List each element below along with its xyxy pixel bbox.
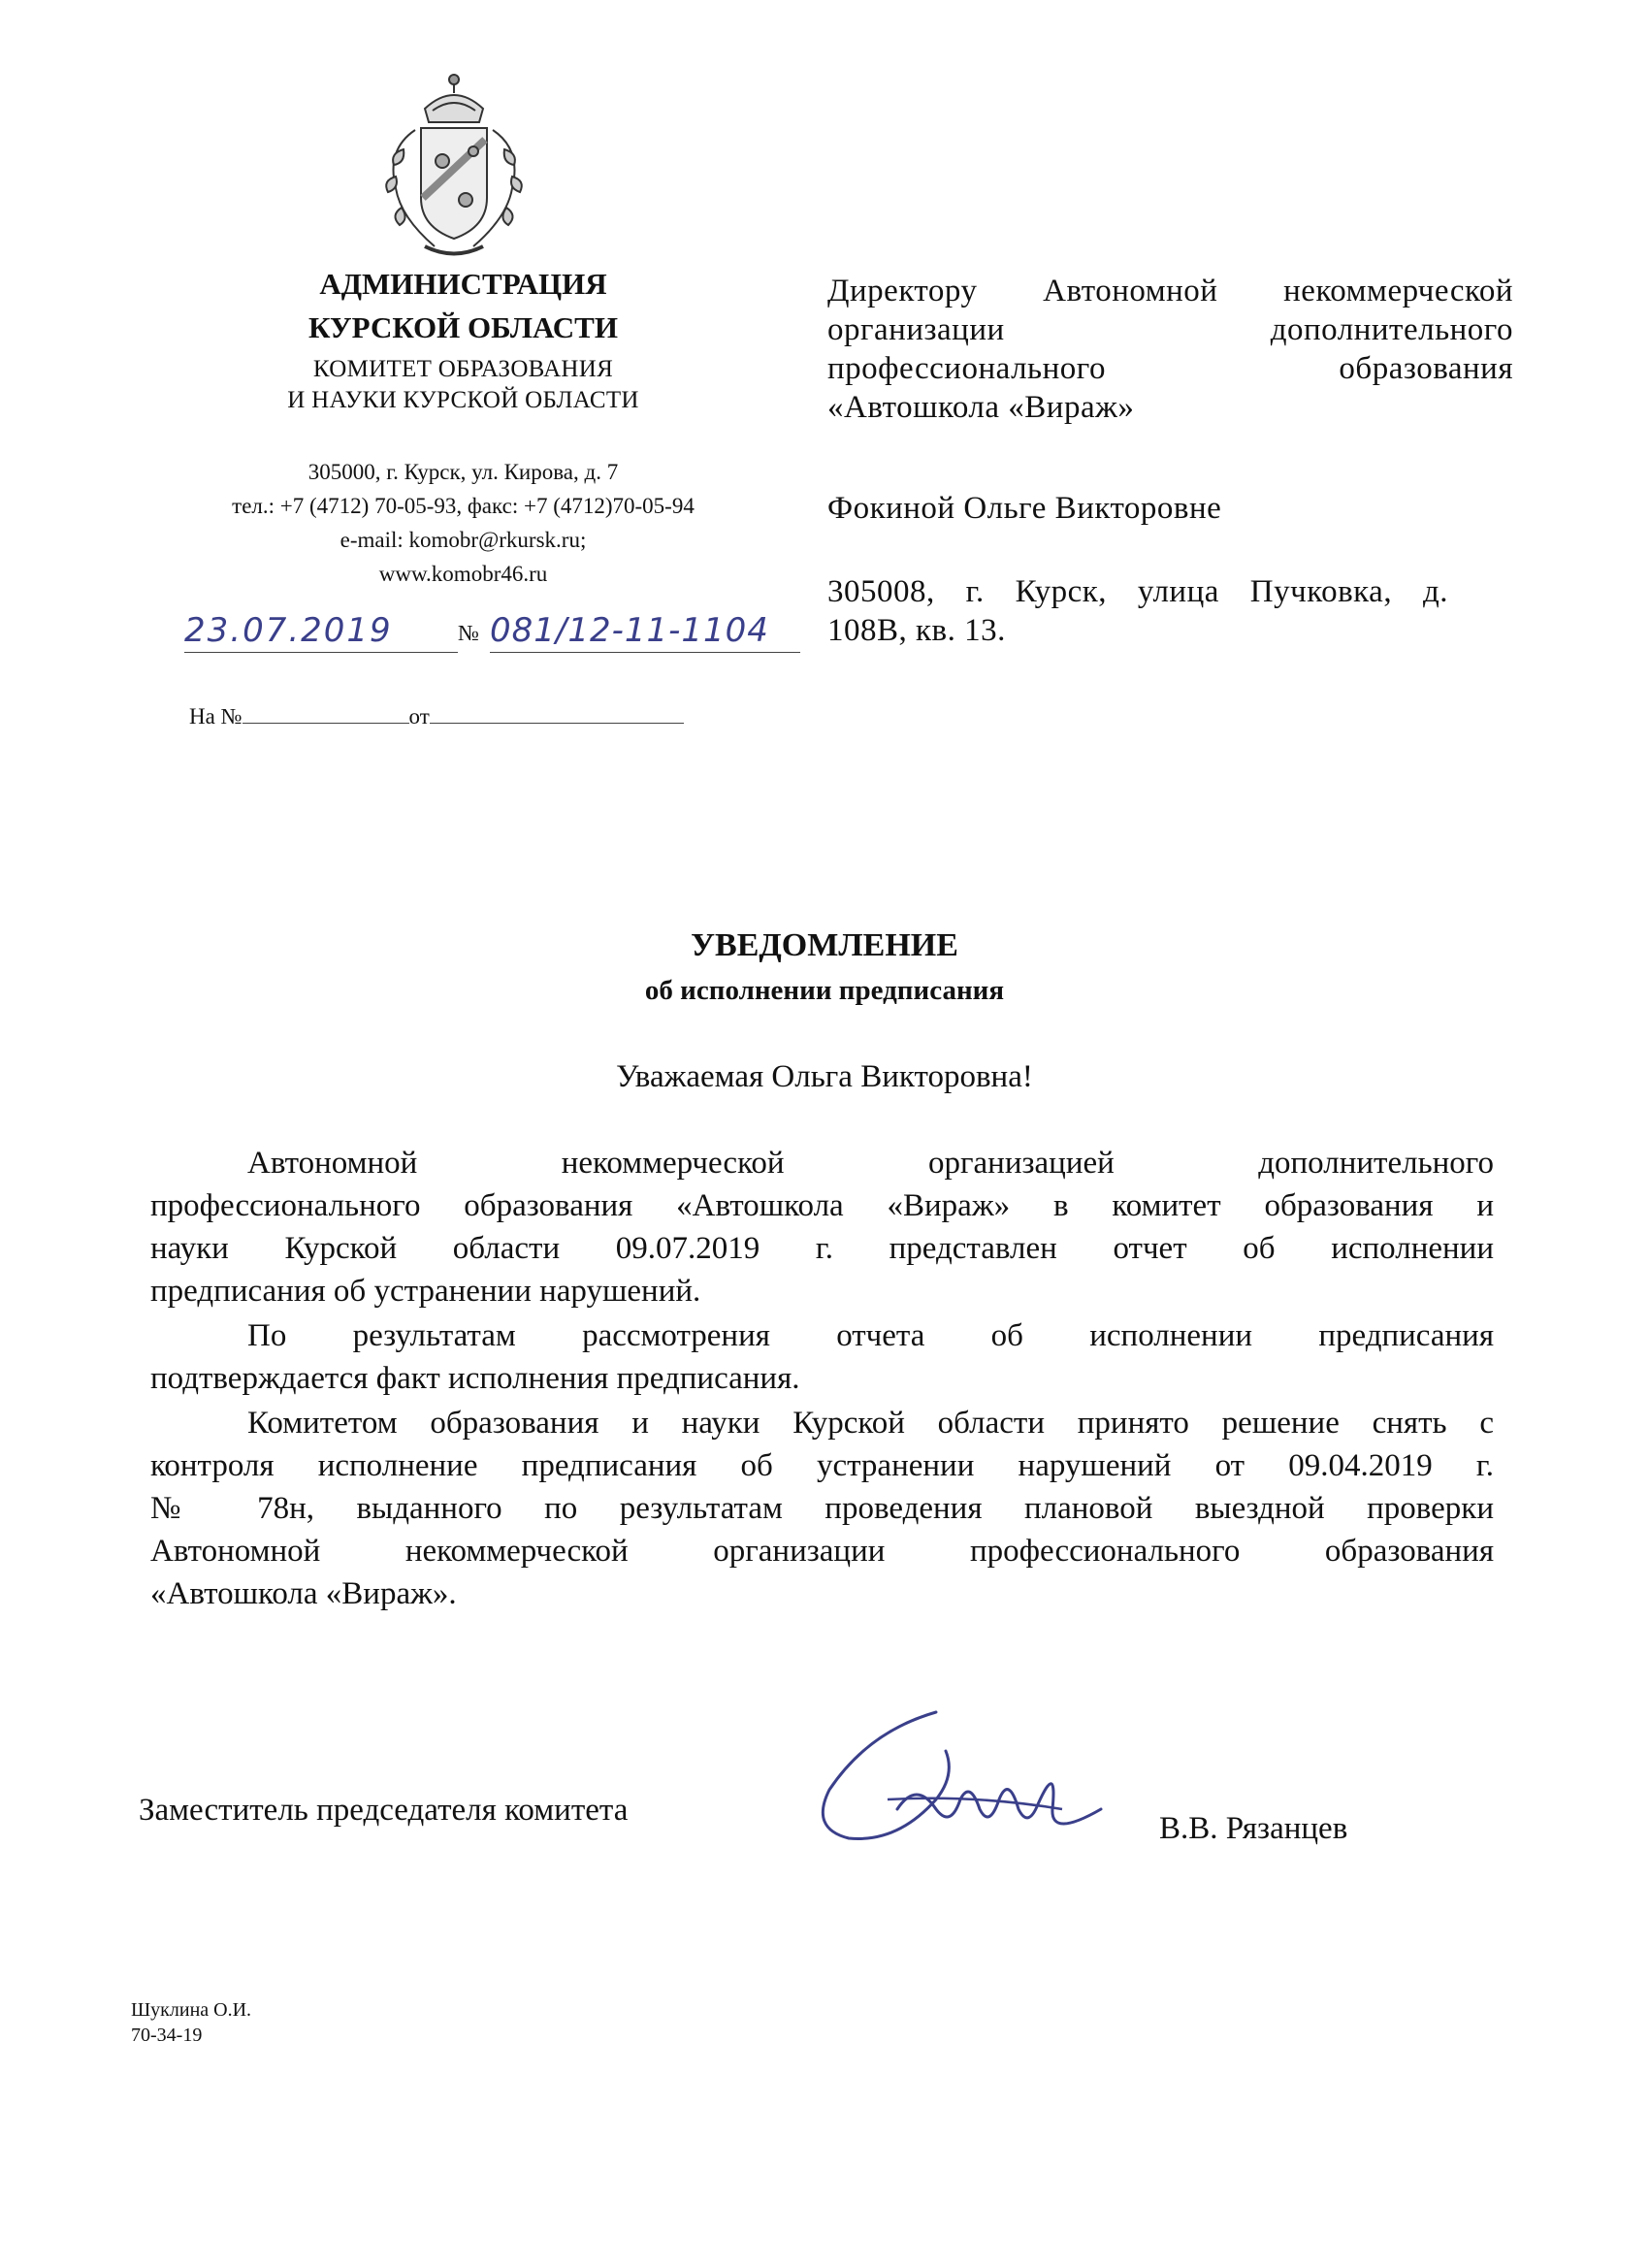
org-phones: тел.: +7 (4712) 70-05-93, факс: +7 (4712)70-05-94 xyxy=(232,494,695,518)
recipient-line: Директору Автономной некоммерческой xyxy=(827,274,1513,308)
document-subtitle: об исполнении предписания xyxy=(644,975,1005,1006)
org-address: 305000, г. Курск, ул. Кирова, д. 7 xyxy=(307,460,619,484)
recipient-line: организации дополнительного xyxy=(827,312,1513,347)
body-line: науки Курской области 09.07.2019 г. представлен отчет об исполнении xyxy=(150,1231,1494,1266)
recipient-address-line: 108В, кв. 13. xyxy=(827,613,1006,648)
recipient-line: профессионального образования xyxy=(827,351,1513,386)
outgoing-number: 081/12-11-1104 xyxy=(490,609,800,653)
reference-number-label: На № xyxy=(189,704,242,729)
executor-name: Шуклина О.И. xyxy=(131,1999,252,2021)
recipient-name: Фокиной Ольге Викторовне xyxy=(827,491,1222,526)
reference-date-blank xyxy=(430,701,684,724)
recipient-address-line: 305008, г. Курск, улица Пучковка, д. xyxy=(827,574,1448,609)
org-name-line1: АДМИНИСТРАЦИЯ xyxy=(319,267,607,301)
outgoing-date: 23.07.2019 xyxy=(184,609,458,653)
org-website: www.komobr46.ru xyxy=(378,562,548,586)
body-line: № 78н, выданного по результатам проведения плановой выездной проверки xyxy=(150,1491,1494,1526)
paragraph-3 xyxy=(150,1403,1494,1616)
department-line1: КОМИТЕТ ОБРАЗОВАНИЯ xyxy=(312,356,614,382)
outgoing-number-label: № xyxy=(458,621,479,645)
coat-of-arms-icon xyxy=(357,62,551,266)
executor-phone: 70-34-19 xyxy=(131,2025,203,2046)
body-line: По результатам рассмотрения отчета об исполнении предписания xyxy=(247,1318,1494,1353)
body-line: «Автошкола «Вираж». xyxy=(150,1576,457,1611)
department-line2: И НАУКИ КУРСКОЙ ОБЛАСТИ xyxy=(287,387,639,413)
paragraph-2 xyxy=(150,1315,1494,1401)
reference-number-blank xyxy=(242,701,409,724)
body-line: Автономной некоммерческой организацией дополнительного xyxy=(247,1146,1494,1181)
recipient-position xyxy=(827,272,1513,427)
recipient-address xyxy=(827,572,1448,650)
body-line: профессионального образования «Автошкола «Вираж» в комитет образования и xyxy=(150,1188,1494,1223)
org-name-line2: КУРСКОЙ ОБЛАСТИ xyxy=(308,310,618,344)
signer-role: Заместитель председателя комитета xyxy=(139,1793,629,1828)
body-line: предписания об устранении нарушений. xyxy=(150,1274,701,1309)
body-line: Автономной некоммерческой организации профессионального образования xyxy=(150,1534,1494,1569)
document-title: УВЕДОМЛЕНИЕ xyxy=(691,927,958,963)
paragraph-1 xyxy=(150,1143,1494,1313)
recipient-line: «Автошкола «Вираж» xyxy=(827,390,1135,425)
reference-row xyxy=(189,701,684,729)
body-line: подтверждается факт исполнения предписания. xyxy=(150,1361,800,1396)
body-line: контроля исполнение предписания об устранении нарушений от 09.04.2019 г. xyxy=(150,1448,1494,1483)
signer-name: В.В. Рязанцев xyxy=(1159,1811,1348,1846)
body-line: Комитетом образования и науки Курской области принято решение снять с xyxy=(247,1406,1494,1441)
org-email: e-mail: komobr@rkursk.ru; xyxy=(340,528,587,552)
greeting: Уважаемая Ольга Викторовна! xyxy=(616,1059,1033,1094)
handwritten-signature xyxy=(791,1693,1111,1867)
reference-from-label: от xyxy=(408,704,430,729)
